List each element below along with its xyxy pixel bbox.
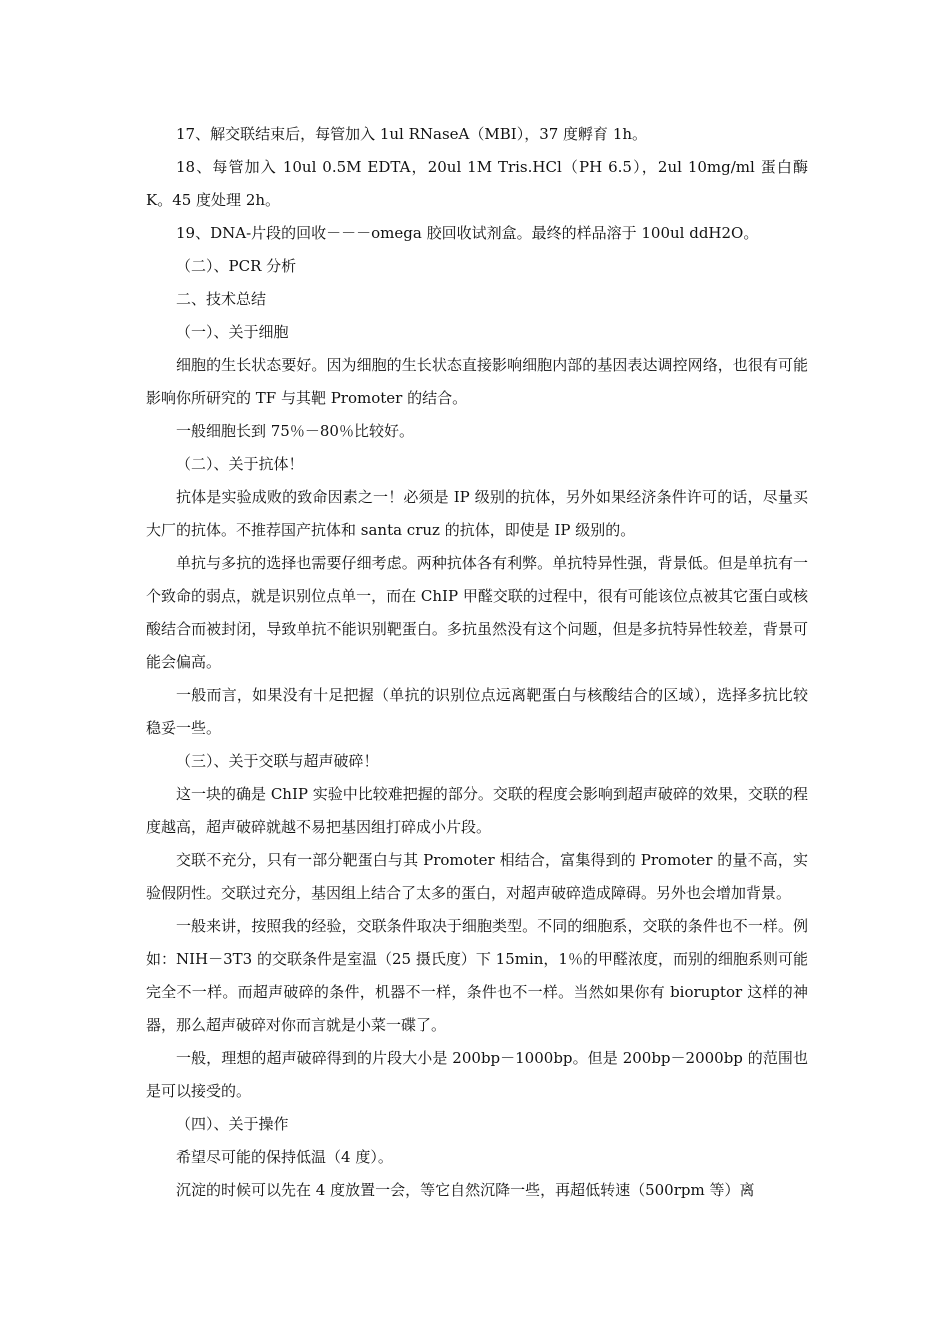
paragraph-fragment-size: 一般，理想的超声破碎得到的片段大小是 200bp－1000bp。但是 200bp－2000bp 的范围也是可以接受的。 bbox=[146, 1049, 808, 1100]
paragraph-crosslink-difficulty: 这一块的确是 ChIP 实验中比较难把握的部分。交联的程度会影响到超声破碎的效果，交联的程度越高，超声破碎就越不易把基因组打碎成小片段。 bbox=[146, 785, 808, 836]
section-pcr-analysis: （二）、PCR 分析 bbox=[176, 257, 297, 275]
document-body bbox=[146, 118, 808, 1207]
paragraph-crosslink-conditions: 一般来讲，按照我的经验，交联条件取决于细胞类型。不同的细胞系，交联的条件也不一样。例如：NIH－3T3 的交联条件是室温（25 摄氏度）下 15min，1％的甲醛浓度，而别的细胞系则可能完全不一样。而超声破碎的条件，机器不一样，条件也不一样。当然如果你有 bioruptor 这样的神器，那么超声破碎对你而言就是小菜一碟了。 bbox=[146, 917, 808, 1034]
paragraph-mono-poly: 单抗与多抗的选择也需要仔细考虑。两种抗体各有利弊。单抗特异性强，背景低。但是单抗有一个致命的弱点，就是识别位点单一，而在 ChIP 甲醛交联的过程中，很有可能该位点被其它蛋白或核酸结合而被封闭，导致单抗不能识别靶蛋白。多抗虽然没有这个问题，但是多抗特异性较差，背景可能会偏高。 bbox=[146, 554, 808, 671]
section-technical-summary: 二、技术总结 bbox=[176, 290, 267, 308]
paragraph-antibody-choice: 一般而言，如果没有十足把握（单抗的识别位点远离靶蛋白与核酸结合的区域），选择多抗比较稳妥一些。 bbox=[146, 686, 808, 737]
step-17: 17、解交联结束后，每管加入 1ul RNaseA（MBI），37 度孵育 1h。 bbox=[176, 125, 648, 143]
subsection-crosslink-sonication: （三）、关于交联与超声破碎！ bbox=[176, 752, 379, 770]
paragraph-cell-state: 细胞的生长状态要好。因为细胞的生长状态直接影响细胞内部的基因表达调控网络，也很有可能影响你所研究的 TF 与其靶 Promoter 的结合。 bbox=[146, 356, 808, 407]
paragraph-cell-confluence: 一般细胞长到 75％－80％比较好。 bbox=[176, 422, 414, 440]
paragraph-sedimentation: 沉淀的时候可以先在 4 度放置一会，等它自然沉降一些，再超低转速（500rpm 等）离 bbox=[176, 1181, 755, 1199]
subsection-cells: （一）、关于细胞 bbox=[176, 323, 289, 341]
paragraph-crosslink-extent: 交联不充分，只有一部分靶蛋白与其 Promoter 相结合，富集得到的 Promoter 的量不高，实验假阴性。交联过充分，基因组上结合了太多的蛋白，对超声破碎造成障碍。另外也会增加背景。 bbox=[146, 851, 808, 902]
step-18: 18、每管加入 10ul 0.5M EDTA，20ul 1M Tris.HCl（PH 6.5），2ul 10mg/ml 蛋白酶 K。45 度处理 2h。 bbox=[146, 158, 808, 209]
subsection-operation: （四）、关于操作 bbox=[176, 1115, 289, 1133]
paragraph-low-temperature: 希望尽可能的保持低温（4 度）。 bbox=[176, 1148, 393, 1166]
paragraph-antibody-importance: 抗体是实验成败的致命因素之一！必须是 IP 级别的抗体，另外如果经济条件许可的话，尽量买大厂的抗体。不推荐国产抗体和 santa cruz 的抗体，即使是 IP 级别的。 bbox=[146, 488, 808, 539]
subsection-antibody: （二）、关于抗体！ bbox=[176, 455, 304, 473]
step-19: 19、DNA-片段的回收－－－omega 胶回收试剂盒。最终的样品溶于 100ul ddH2O。 bbox=[176, 224, 759, 242]
